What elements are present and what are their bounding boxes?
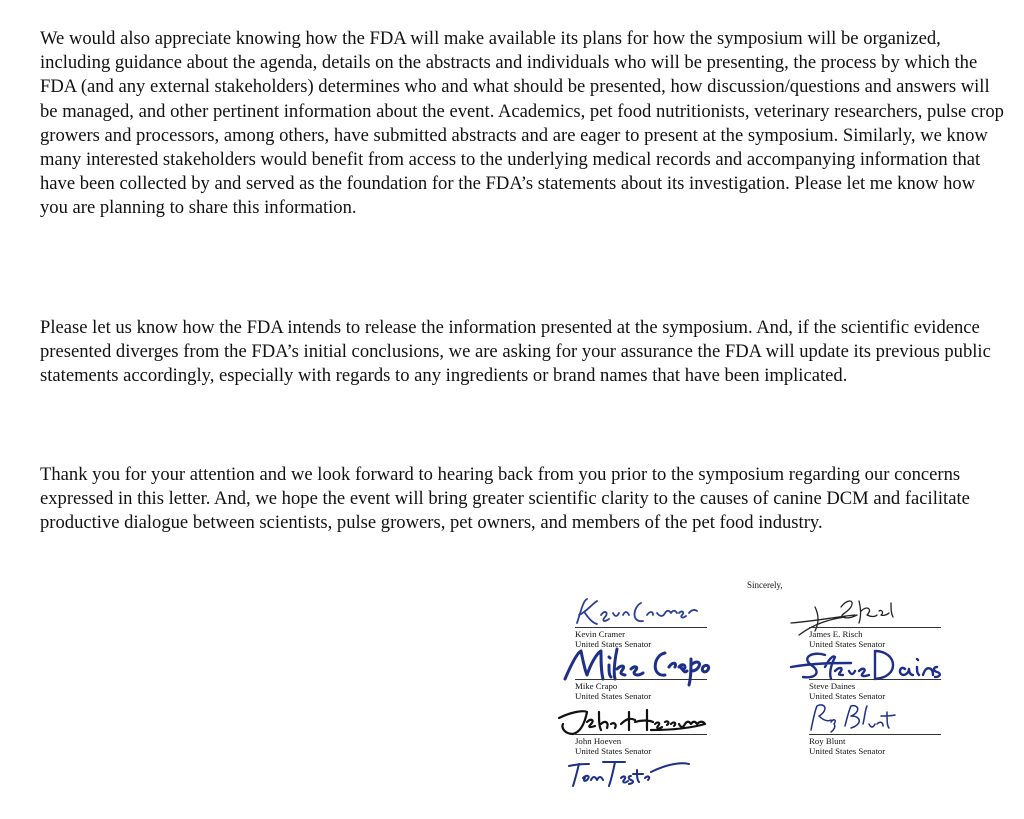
signature-line	[575, 734, 707, 735]
signature-block-cramer	[575, 593, 755, 651]
signature-tester-icon	[571, 752, 721, 792]
closing-sincerely: Sincerely,	[747, 580, 783, 590]
signer-title: United States Senator	[575, 691, 652, 701]
signature-block-crapo	[575, 645, 755, 703]
signer-name: Kevin Cramer	[575, 629, 626, 639]
signature-line	[809, 627, 941, 628]
letter-paragraph-3: Thank you for your attention and we look forward to hearing back from you prior to the symposium regarding our concerns expressed in this letter. And, we hope the event will bring greater scientific clarity to the causes of canine DCM and facilitate productive dialogue between scientists, pulse growers, pet owners, and members of the pet food industry.	[40, 464, 970, 534]
signature-line	[809, 734, 941, 735]
signer-name: Roy Blunt	[809, 736, 846, 746]
signer-title: United States Senator	[575, 746, 652, 756]
signature-block-hoeven	[575, 700, 755, 758]
signer-title: United States Senator	[809, 691, 886, 701]
signer-title: United States Senator	[809, 746, 886, 756]
signature-line	[809, 679, 941, 680]
signature-block-daines	[809, 645, 989, 703]
signature-block-blunt	[809, 700, 989, 758]
letter-paragraph-2: Please let us know how the FDA intends to release the information presented at the symposium. And, if the scientific evidence presented diverges from the FDA’s initial conclusions, we are asking for your assurance the FDA will update its previous public statements accordingly, especially with regards to any ingredients or brand names that have been implicated.	[40, 317, 991, 387]
signature-line	[575, 627, 707, 628]
letter-paragraph-1: We would also appreciate knowing how the FDA will make available its plans for how the symposium will be organized, including guidance about the agenda, details on the abstracts and individuals who will be presenting, the process by which the FDA (and any external stakeholders) determines who and what should be presented, how discussion/questions and answers will be managed, and other pertinent information about the event. Academics, pet food nutritionists, veterinary researchers, pulse crop growers and processors, among others, have submitted abstracts and are eager to present at the symposium. Similarly, we know many interested stakeholders would benefit from access to the underlying medical records and accompanying information that have been collected by and served as the foundation for the FDA’s statements about its investigation. Please let me know how you are planning to share this information.	[40, 28, 1004, 219]
signer-name: Mike Crapo	[575, 681, 618, 691]
signer-name: Steve Daines	[809, 681, 856, 691]
signer-title: United States Senator	[809, 639, 886, 649]
signature-block-tester	[575, 752, 755, 810]
signer-name: John Hoeven	[575, 736, 622, 746]
signer-title: United States Senator	[575, 639, 652, 649]
signature-line	[575, 679, 707, 680]
signature-block-risch	[809, 593, 989, 651]
signer-name: James E. Risch	[809, 629, 863, 639]
